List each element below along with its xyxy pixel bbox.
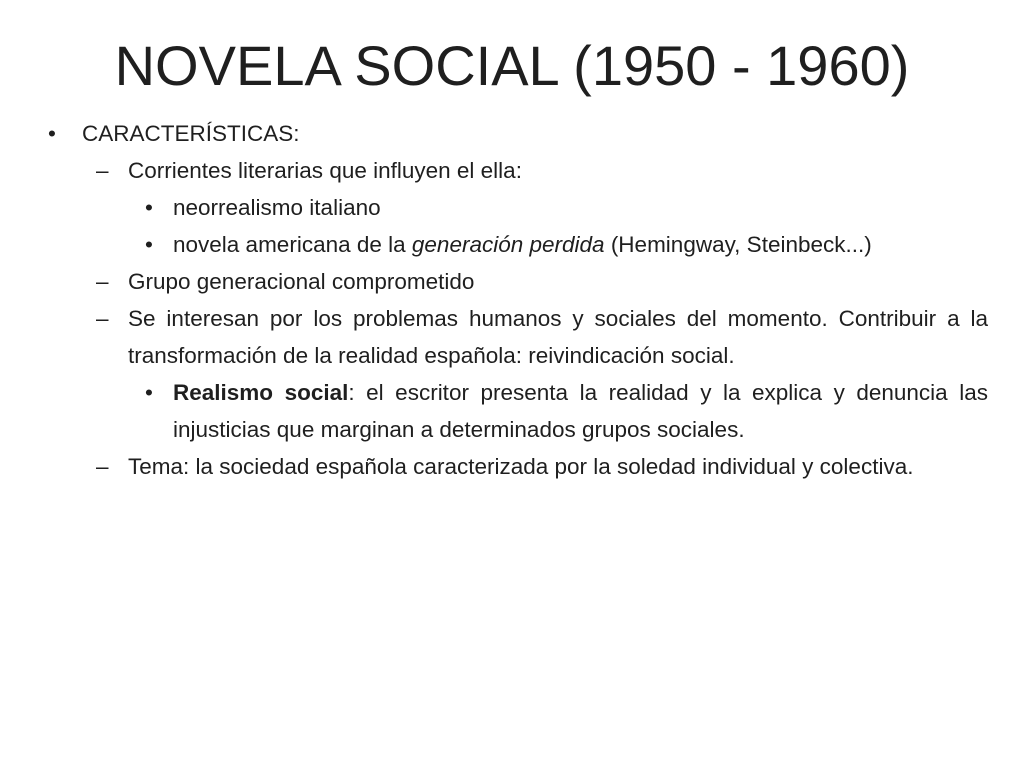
bullet-marker: • <box>145 380 153 405</box>
bullet-text: Se interesan por los problemas humanos y sociales del momento. Contribuir a la transformación de la realidad española: reivindicación social. <box>128 306 988 368</box>
dash-marker: – <box>96 158 109 183</box>
bullet-text <box>173 226 988 263</box>
bullet-text: Corrientes literarias que influyen el ella: <box>128 158 522 183</box>
bullet-text <box>173 374 988 448</box>
text-segment: (Hemingway, Steinbeck...) <box>604 232 872 257</box>
italic-text: generación perdida <box>411 232 605 257</box>
bullet-corrientes <box>48 152 988 189</box>
bullet-realismo-social <box>48 374 988 448</box>
bullet-text: Grupo generacional comprometido <box>128 269 475 294</box>
bullet-marker: • <box>48 121 56 146</box>
text-segment: : el escritor presenta la realidad y la explica y denuncia las injusticias que marginan a determinados grupos sociales. <box>173 380 988 442</box>
dash-marker: – <box>96 269 109 294</box>
bullet-tema <box>48 448 988 485</box>
dash-marker: – <box>96 306 109 331</box>
bullet-interesan <box>48 300 988 374</box>
bold-text: Realismo social <box>173 380 349 405</box>
bullet-text: Tema: la sociedad española caracterizada por la soledad individual y colectiva. <box>128 454 914 479</box>
dash-marker: – <box>96 454 109 479</box>
bullet-grupo <box>48 263 988 300</box>
bullet-list <box>48 115 988 485</box>
bullet-caracteristicas <box>48 115 988 152</box>
bullet-marker: • <box>145 232 153 257</box>
bullet-novela-americana <box>48 226 988 263</box>
text-segment: novela americana de la <box>173 232 412 257</box>
bullet-text: neorrealismo italiano <box>173 195 381 220</box>
slide-title: NOVELA SOCIAL (1950 - 1960) <box>114 34 910 97</box>
bullet-marker: • <box>145 195 153 220</box>
bullet-neorrealismo <box>48 189 988 226</box>
bullet-text: CARACTERÍSTICAS: <box>82 121 300 146</box>
